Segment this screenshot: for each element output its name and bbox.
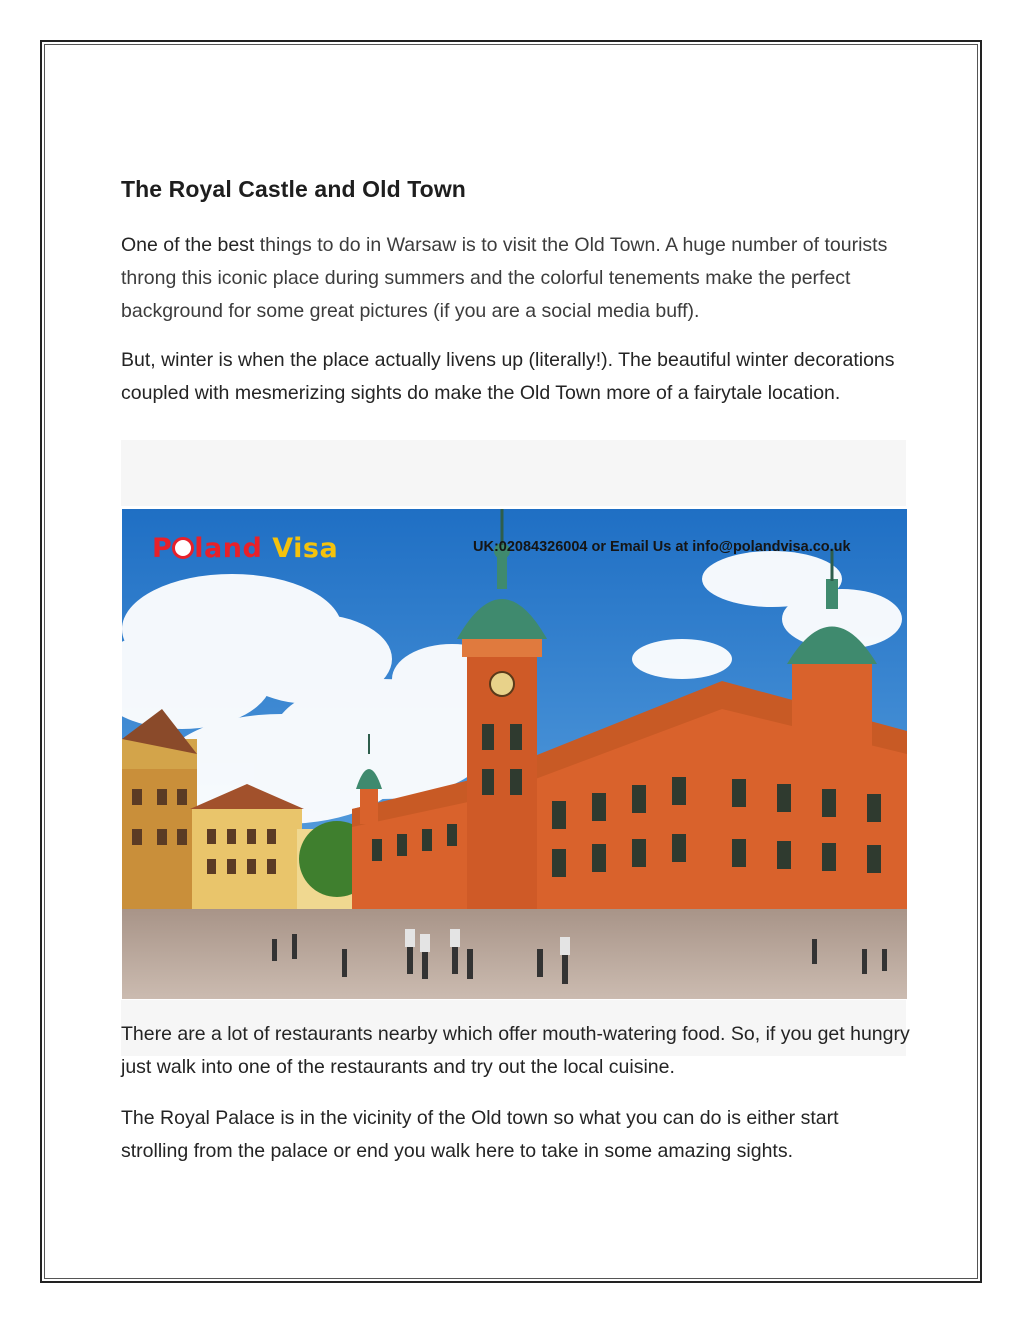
text-background-band — [121, 440, 906, 506]
royal-castle-photo — [122, 509, 907, 999]
contact-banner: UK:02084326004 or Email Us at info@polandvisa.co.uk — [473, 539, 851, 555]
section-heading: The Royal Castle and Old Town — [121, 176, 466, 202]
poland-visa-logo: P land Visa — [152, 533, 339, 564]
castle-square — [122, 909, 907, 999]
paragraph-link-text: things to do in Warsaw is to visit the Old Town. A huge number of tourists throng this iconic place during summers and the colorful tenements make the perfect background for some great pictures (if you are a social media buff). — [121, 234, 888, 322]
royal-castle-illustration — [122, 509, 907, 999]
paragraph-old-town — [121, 229, 911, 328]
paragraph-winter: But, winter is when the place actually livens up (literally!). The beautiful winter decorations coupled with mesmerizing sights do make the Old Town more of a fairytale location. — [121, 349, 895, 404]
paragraph-royal-palace: The Royal Palace is in the vicinity of the Old town so what you can do is either start strolling from the palace or end you walk here to take in some amazing sights. — [121, 1107, 839, 1162]
paragraph-restaurants: There are a lot of restaurants nearby which offer mouth-watering food. So, if you get hungry just walk into one of the restaurants and try out the local cuisine. — [121, 1023, 910, 1078]
paragraph-lead-text: One of the best — [121, 234, 255, 256]
